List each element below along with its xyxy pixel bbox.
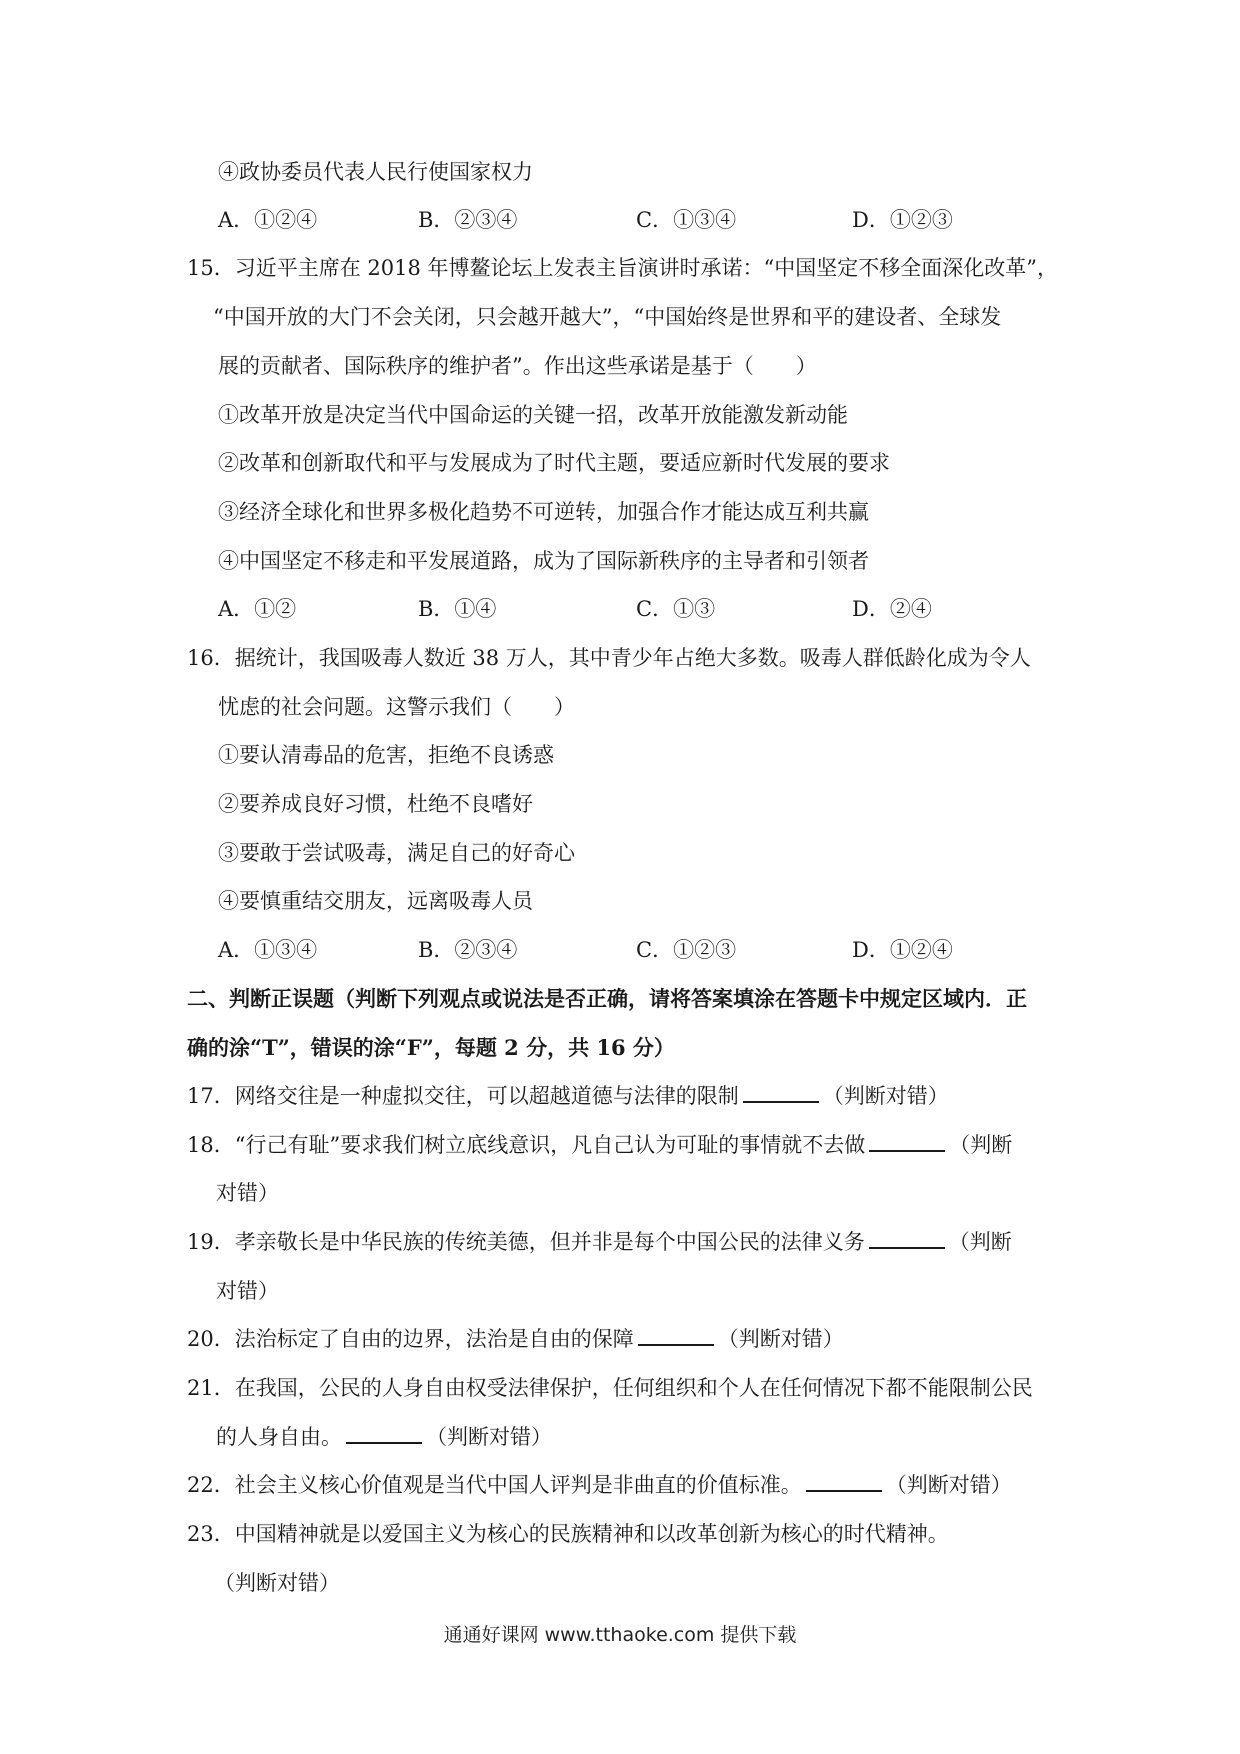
q22-answer-blank[interactable]: [806, 1470, 882, 1492]
section2-heading-line2: 确的涂“T”，错误的涂“F”，每题 2 分，共 16 分）: [187, 1035, 675, 1060]
q14-option-d: D．①②③: [852, 208, 953, 232]
q15-option-b: B．①④: [418, 597, 497, 621]
q16-stem-line1: 16．据统计，我国吸毒人数近 38 万人，其中青少年占绝大多数。吸毒人群低龄化成为令人: [187, 646, 1031, 670]
q19-judge-hint-a: （判断: [948, 1230, 1012, 1254]
section2-heading-line1: 二、判断正误题（判断下列观点或说法是否正确，请将答案填涂在答题卡中规定区域内．正: [187, 986, 1027, 1011]
q18-judge-hint-a: （判断: [949, 1133, 1013, 1157]
q20-text: 20．法治标定了自由的边界，法治是自由的保障: [187, 1327, 634, 1351]
q16-option-a: A．①③④: [218, 938, 318, 962]
q16-stem-line2: 忧虑的社会问题。这警示我们（ ）: [218, 695, 575, 719]
q18-judge-hint-b: 对错）: [216, 1181, 279, 1205]
q20-answer-blank[interactable]: [638, 1324, 714, 1346]
q19: [187, 1227, 1240, 1257]
q14-option-a: A．①②④: [218, 208, 318, 232]
q22: [187, 1470, 1240, 1500]
q14-option-c: C．①③④: [636, 208, 737, 232]
q18: [187, 1130, 1240, 1160]
q21-line2: [216, 1422, 1240, 1452]
q18-answer-blank[interactable]: [869, 1130, 945, 1152]
footer-source-note: 通通好课网 www.tthaoke.com 提供下载: [443, 1624, 797, 1646]
q16-option-b: B．②③④: [418, 938, 518, 962]
q21-judge-hint: （判断对错）: [426, 1425, 552, 1449]
q15-option-a: A．①②: [218, 597, 297, 621]
q16-option-d: D．①②④: [852, 938, 953, 962]
q14-option-b: B．②③④: [418, 208, 518, 232]
q16-item-4: ④要慎重结交朋友，远离吸毒人员: [218, 889, 533, 913]
q15-option-d: D．②④: [852, 597, 932, 621]
q21-answer-blank[interactable]: [346, 1422, 422, 1444]
q16-option-c: C．①②③: [636, 938, 737, 962]
q23-judge-hint: （判断对错）: [214, 1571, 340, 1595]
q15-item-3: ③经济全球化和世界多极化趋势不可逆转，加强合作才能达成互利共赢: [218, 500, 869, 524]
q17-answer-blank[interactable]: [743, 1081, 819, 1103]
q17-text: 17．网络交往是一种虚拟交往，可以超越道德与法律的限制: [187, 1084, 739, 1108]
q21-text: 的人身自由。: [216, 1425, 342, 1449]
q17-judge-hint: （判断对错）: [822, 1084, 949, 1108]
q15-stem-line1: 15．习近平主席在 2018 年博鳌论坛上发表主旨演讲时承诺：“中国坚定不移全面深化改革”，: [187, 256, 1058, 280]
q17: [187, 1081, 1240, 1111]
q22-text: 22．社会主义核心价值观是当代中国人评判是非曲直的价值标准。: [187, 1473, 802, 1497]
q16-item-1: ①要认清毒品的危害，拒绝不良诱惑: [218, 743, 554, 767]
q16-item-2: ②要养成良好习惯，杜绝不良嗜好: [218, 792, 533, 816]
q15-option-c: C．①③: [636, 597, 716, 621]
q16-item-3: ③要敢于尝试吸毒，满足自己的好奇心: [218, 841, 575, 865]
q20: [187, 1324, 1240, 1354]
q23-text: 23．中国精神就是以爱国主义为核心的民族精神和以改革创新为核心的时代精神。: [187, 1522, 949, 1546]
q19-text: 19．孝亲敬长是中华民族的传统美德，但并非是每个中国公民的法律义务: [187, 1230, 865, 1254]
q18-text: 18．“行己有耻”要求我们树立底线意识，凡自己认为可耻的事情就不去做: [187, 1133, 866, 1157]
q14-item-4: ④政协委员代表人民行使国家权力: [218, 160, 533, 184]
q22-judge-hint: （判断对错）: [885, 1473, 1012, 1497]
q15-item-1: ①改革开放是决定当代中国命运的关键一招，改革开放能激发新动能: [218, 403, 848, 427]
q15-stem-line2: “中国开放的大门不会关闭，只会越开越大”，“中国始终是世界和平的建设者、全球发: [213, 305, 1002, 329]
q19-judge-hint-b: 对错）: [216, 1279, 279, 1303]
q15-item-4: ④中国坚定不移走和平发展道路，成为了国际新秩序的主导者和引领者: [218, 549, 869, 573]
q20-judge-hint: （判断对错）: [717, 1327, 844, 1351]
q19-answer-blank[interactable]: [869, 1227, 945, 1249]
q15-item-2: ②改革和创新取代和平与发展成为了时代主题，要适应新时代发展的要求: [218, 451, 890, 475]
q21-line1: 21．在我国，公民的人身自由权受法律保护，任何组织和个人在任何情况下都不能限制公民: [187, 1376, 1033, 1400]
q15-stem-line3: 展的贡献者、国际秩序的维护者”。作出这些承诺是基于（ ）: [218, 354, 817, 378]
